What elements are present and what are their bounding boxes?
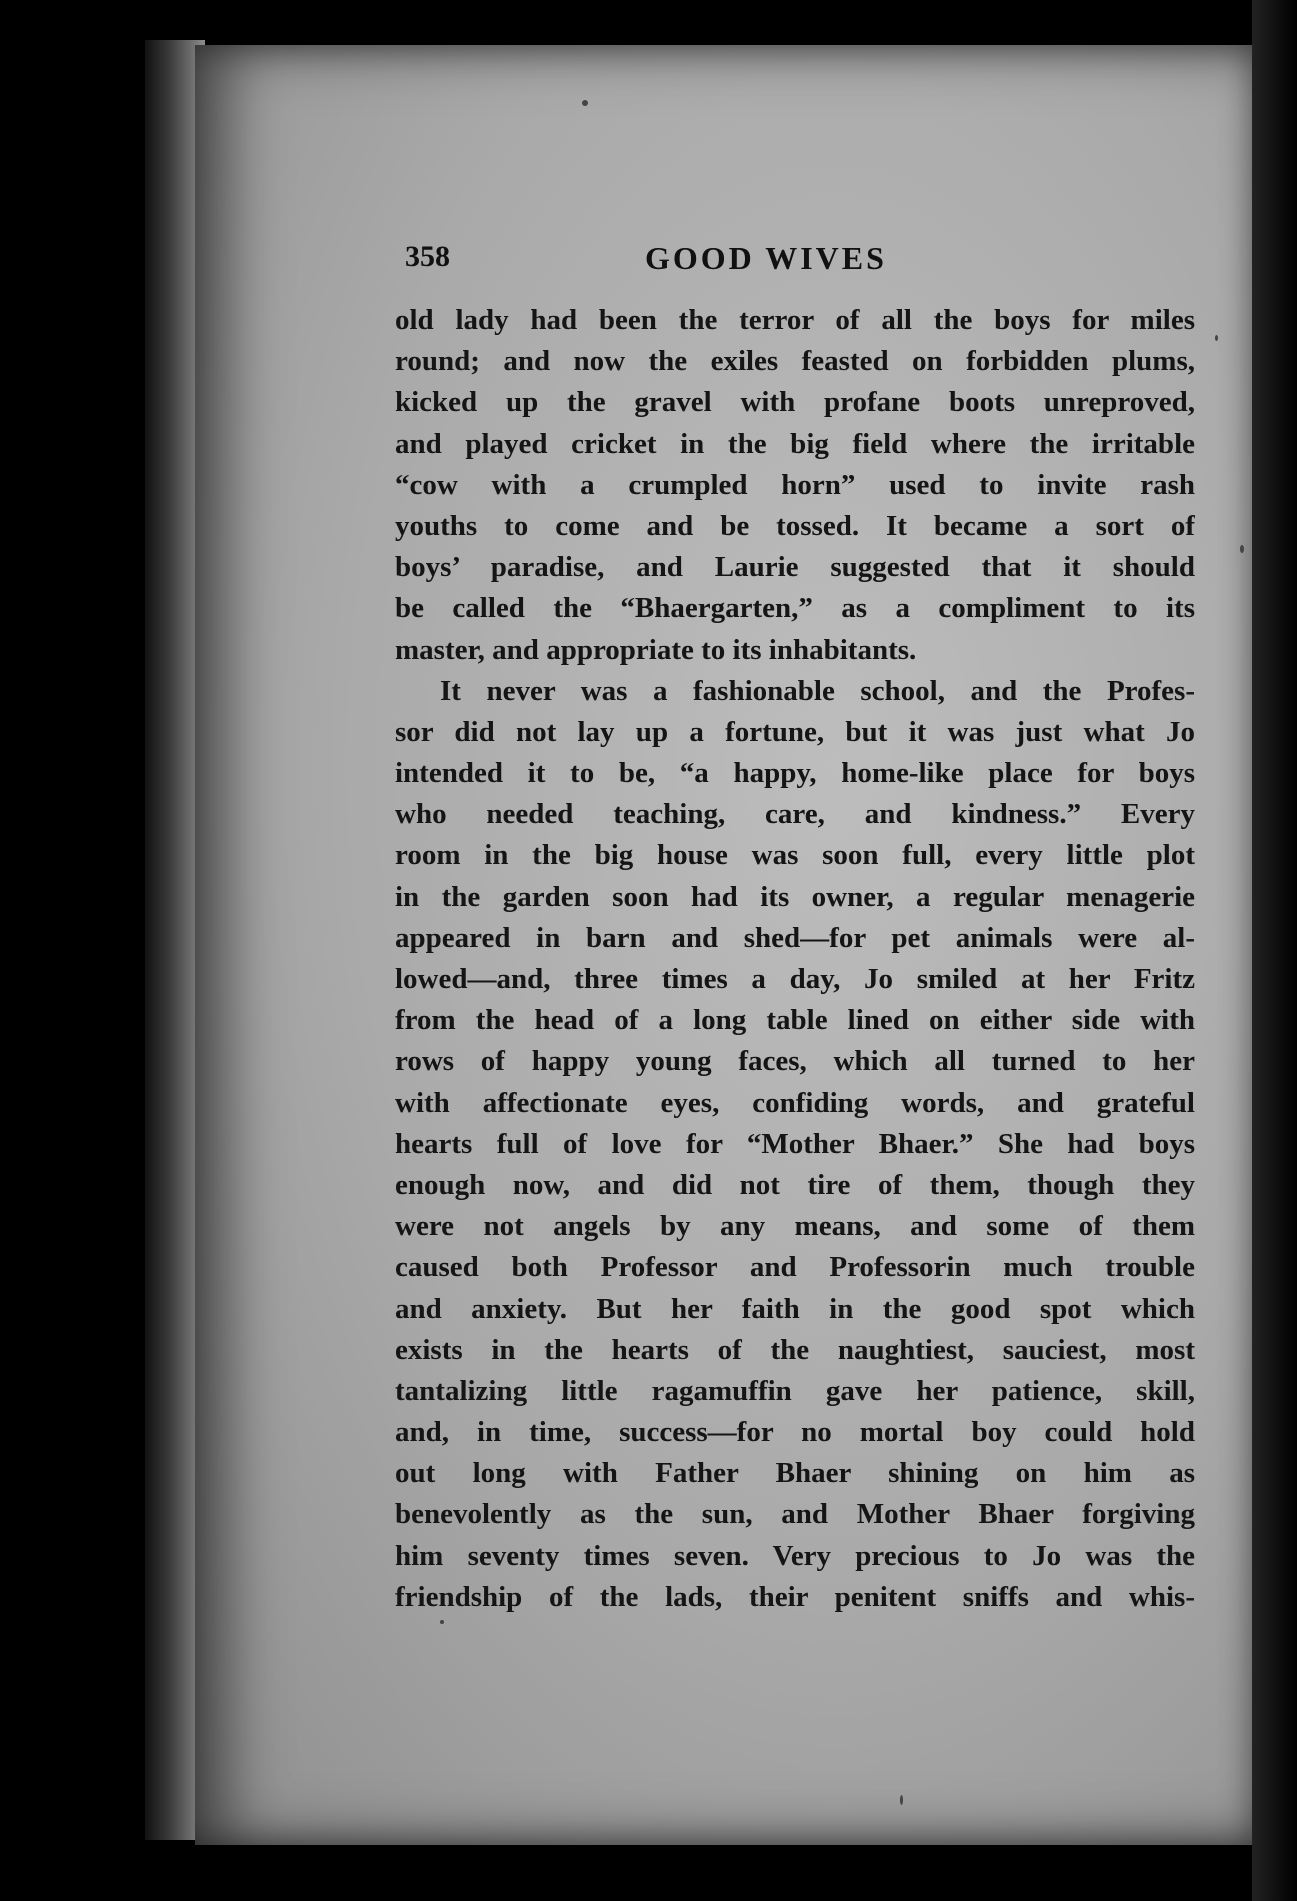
text-line: with affectionate eyes, confiding words, and grateful (395, 1086, 1195, 1119)
text-line: kicked up the gravel with profane boots unreproved, (395, 386, 1195, 419)
page-number: 358 (405, 240, 450, 273)
text-line: lowed—and, three times a day, Jo smiled at her Fritz (395, 963, 1195, 995)
scan-speck (582, 100, 588, 106)
text-line: out long with Father Bhaer shining on him as (395, 1457, 1195, 1490)
right-edge-shadow (1252, 0, 1297, 1901)
text-line: rows of happy young faces, which all turned to her (395, 1045, 1195, 1078)
text-line: tantalizing little ragamuffin gave her patience, skill, (395, 1374, 1195, 1407)
text-line: him seventy times seven. Very precious to Jo was the (395, 1539, 1195, 1572)
text-line: “cow with a crumpled horn” used to invite rash (395, 468, 1195, 501)
running-head (405, 240, 1195, 280)
text-line: exists in the hearts of the naughtiest, sauciest, most (395, 1333, 1195, 1366)
text-line: and anxiety. But her faith in the good spot which (395, 1292, 1195, 1325)
scan-speck (1215, 335, 1218, 341)
text-line: and, in time, success—for no mortal boy could hold (395, 1416, 1195, 1449)
text-line: master, and appropriate to its inhabitants. (395, 633, 917, 666)
text-line: hearts full of love for “Mother Bhaer.” She had boys (395, 1127, 1195, 1160)
text-line: youths to come and be tossed. It became a sort of (395, 509, 1195, 542)
text-line: room in the big house was soon full, every little plot (395, 839, 1195, 872)
text-line: in the garden soon had its owner, a regular menagerie (395, 880, 1195, 913)
text-line: sor did not lay up a fortune, but it was just what Jo (395, 715, 1195, 748)
text-line: be called the “Bhaergarten,” as a compliment to its (395, 592, 1195, 625)
scan-speck (900, 1795, 903, 1805)
book-title: GOOD WIVES (645, 240, 887, 276)
scan-speck (440, 1620, 444, 1624)
text-line: enough now, and did not tire of them, though they (395, 1168, 1195, 1201)
text-line: intended it to be, “a happy, home-like place for boys (395, 757, 1195, 790)
text-line: boys’ paradise, and Laurie suggested that it should (395, 551, 1195, 584)
scan-speck (1240, 545, 1244, 553)
text-line: It never was a fashionable school, and the Profes- (440, 674, 1195, 707)
text-line: and played cricket in the big field where the irritable (395, 427, 1195, 460)
text-line: who needed teaching, care, and kindness.” Every (395, 798, 1195, 831)
text-line: round; and now the exiles feasted on forbidden plums, (395, 345, 1195, 378)
text-line: from the head of a long table lined on either side with (395, 1004, 1195, 1037)
text-line: friendship of the lads, their penitent sniffs and whis- (395, 1580, 1195, 1613)
text-line: were not angels by any means, and some of them (395, 1210, 1195, 1243)
text-line: caused both Professor and Professorin much trouble (395, 1251, 1195, 1284)
body-text (395, 300, 1195, 1618)
text-line: appeared in barn and shed—for pet animals were al- (395, 921, 1195, 954)
text-line: benevolently as the sun, and Mother Bhaer forgiving (395, 1498, 1195, 1531)
text-line: old lady had been the terror of all the boys for miles (395, 304, 1195, 336)
